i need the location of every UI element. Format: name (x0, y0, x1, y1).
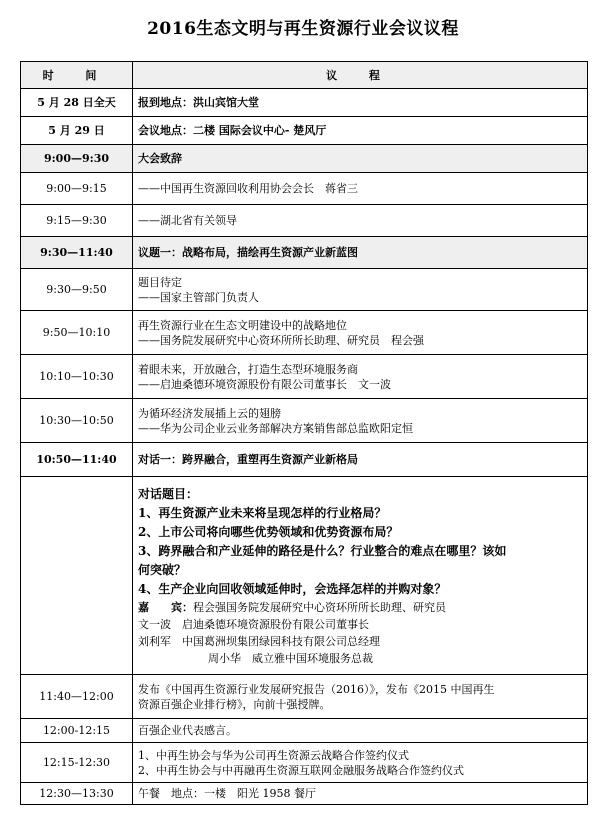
row-line: 会议地点：二楼 国际会议中心- 楚风厅 (138, 124, 327, 137)
row-time (21, 477, 133, 675)
row-time: 12:15-12:30 (21, 743, 133, 783)
row-line: 2、中再生协会与中再融再生资源互联网金融服务战略合作签约仪式 (138, 763, 464, 777)
row-time: 5 月 29 日 (21, 117, 133, 145)
row-program (133, 89, 588, 117)
row-line: 资源百强企业排行榜》，向前十强授牌。 (138, 697, 331, 711)
row-time: 10:10—10:30 (21, 355, 133, 399)
table-row (21, 117, 588, 145)
agenda-table (20, 61, 588, 805)
dialogue-heading: 对话题目： (138, 486, 199, 501)
row-program (133, 443, 588, 477)
dialogue-topic: 2、上市公司将向哪些优势领域和优势资源布局？ (138, 524, 399, 539)
table-row (21, 269, 588, 311)
row-line: 对话一：跨界融合，重塑再生资源产业新格局 (138, 453, 358, 466)
row-line: ——华为公司企业云业务部解决方案销售部总监欧阳定恒 (138, 421, 413, 435)
table-row (21, 399, 588, 443)
row-program (133, 311, 588, 355)
row-program (133, 173, 588, 205)
guest-name: 周小华 威立雅中国环境服务总裁 (208, 651, 373, 665)
row-program (133, 269, 588, 311)
table-row (21, 205, 588, 237)
row-line: ——国家主管部门负责人 (138, 290, 259, 304)
table-row (21, 443, 588, 477)
row-time: 9:30—11:40 (21, 237, 133, 269)
row-time: 12:30—13:30 (21, 783, 133, 805)
row-line: ——启迪桑德环境资源股份有限公司董事长 文一波 (138, 377, 391, 391)
row-time: 9:50—10:10 (21, 311, 133, 355)
dialogue-topic: 4、生产企业向回收领域延伸时，会选择怎样的并购对象？ (138, 581, 447, 596)
row-time: 12:00-12:15 (21, 719, 133, 743)
table-row (21, 311, 588, 355)
row-program (133, 743, 588, 783)
header-time: 时 间 (21, 62, 133, 89)
row-time: 10:50—11:40 (21, 443, 133, 477)
row-line: 发布《中国再生资源行业发展研究报告（2016）》，发布《2015 中国再生 (138, 682, 495, 696)
table-row (21, 719, 588, 743)
guest-line (138, 599, 584, 616)
row-program (133, 145, 588, 173)
row-program (133, 237, 588, 269)
row-time: 10:30—10:50 (21, 399, 133, 443)
guest-name: 程会强国务院发展研究中心资环所所长助理、研究员 (193, 600, 446, 614)
table-row (21, 237, 588, 269)
row-line: 百强企业代表感言。 (138, 724, 237, 737)
table-row (21, 675, 588, 719)
guests-label: 嘉 宾： (138, 600, 193, 614)
dialogue-topic: 1、再生资源产业未来将呈现怎样的行业格局？ (138, 505, 387, 520)
header-program: 议 程 (133, 62, 588, 89)
row-line: ——湖北省有关领导 (138, 214, 237, 227)
row-time: 9:00—9:30 (21, 145, 133, 173)
row-program (133, 355, 588, 399)
row-program (133, 675, 588, 719)
row-line: 再生资源行业在生态文明建设中的战略地位 (138, 318, 347, 332)
row-program (133, 205, 588, 237)
dialogue-cell (133, 477, 588, 675)
table-row (21, 355, 588, 399)
dialogue-row (21, 477, 588, 675)
dialogue-topic: 3、跨界融合和产业延伸的路径是什么？行业整合的难点在哪里？该如 (138, 543, 507, 558)
row-line: 午餐 地点：一楼 阳光 1958 餐厅 (138, 787, 316, 800)
row-time: 11:40—12:00 (21, 675, 133, 719)
row-time: 9:00—9:15 (21, 173, 133, 205)
row-time: 9:15—9:30 (21, 205, 133, 237)
row-time: 9:30—9:50 (21, 269, 133, 311)
row-line: 着眼未来，开放融合，打造生态型环境服务商 (138, 362, 358, 376)
row-program (133, 719, 588, 743)
row-program (133, 117, 588, 145)
row-program (133, 783, 588, 805)
row-line: ——中国再生资源回收利用协会会长 蒋省三 (138, 182, 358, 195)
row-line: 为循环经济发展插上云的翅膀 (138, 406, 281, 420)
row-line: 题目待定 (138, 275, 182, 289)
row-line: 大会致辞 (138, 152, 182, 165)
row-program (133, 399, 588, 443)
table-header-row (21, 62, 588, 89)
page-title: 2016生态文明与再生资源行业会议议程 (147, 19, 459, 39)
row-time: 5 月 28 日全天 (21, 89, 133, 117)
table-row (21, 743, 588, 783)
dialogue-topic: 何突破？ (138, 562, 187, 577)
table-row (21, 145, 588, 173)
guest-name: 文一波 启迪桑德环境资源股份有限公司董事长 (138, 617, 369, 631)
row-line: 1、中再生协会与华为公司再生资源云战略合作签约仪式 (138, 748, 409, 762)
table-row (21, 173, 588, 205)
row-line: 议题一：战略布局，描绘再生资源产业新蓝图 (138, 246, 358, 259)
row-line: ——国务院发展研究中心资环所所长助理、研究员 程会强 (138, 333, 424, 347)
table-row (21, 783, 588, 805)
guest-name: 刘利军 中国葛洲坝集团绿园科技有限公司总经理 (138, 634, 380, 648)
table-row (21, 89, 588, 117)
row-line: 报到地点：洪山宾馆大堂 (138, 96, 259, 109)
